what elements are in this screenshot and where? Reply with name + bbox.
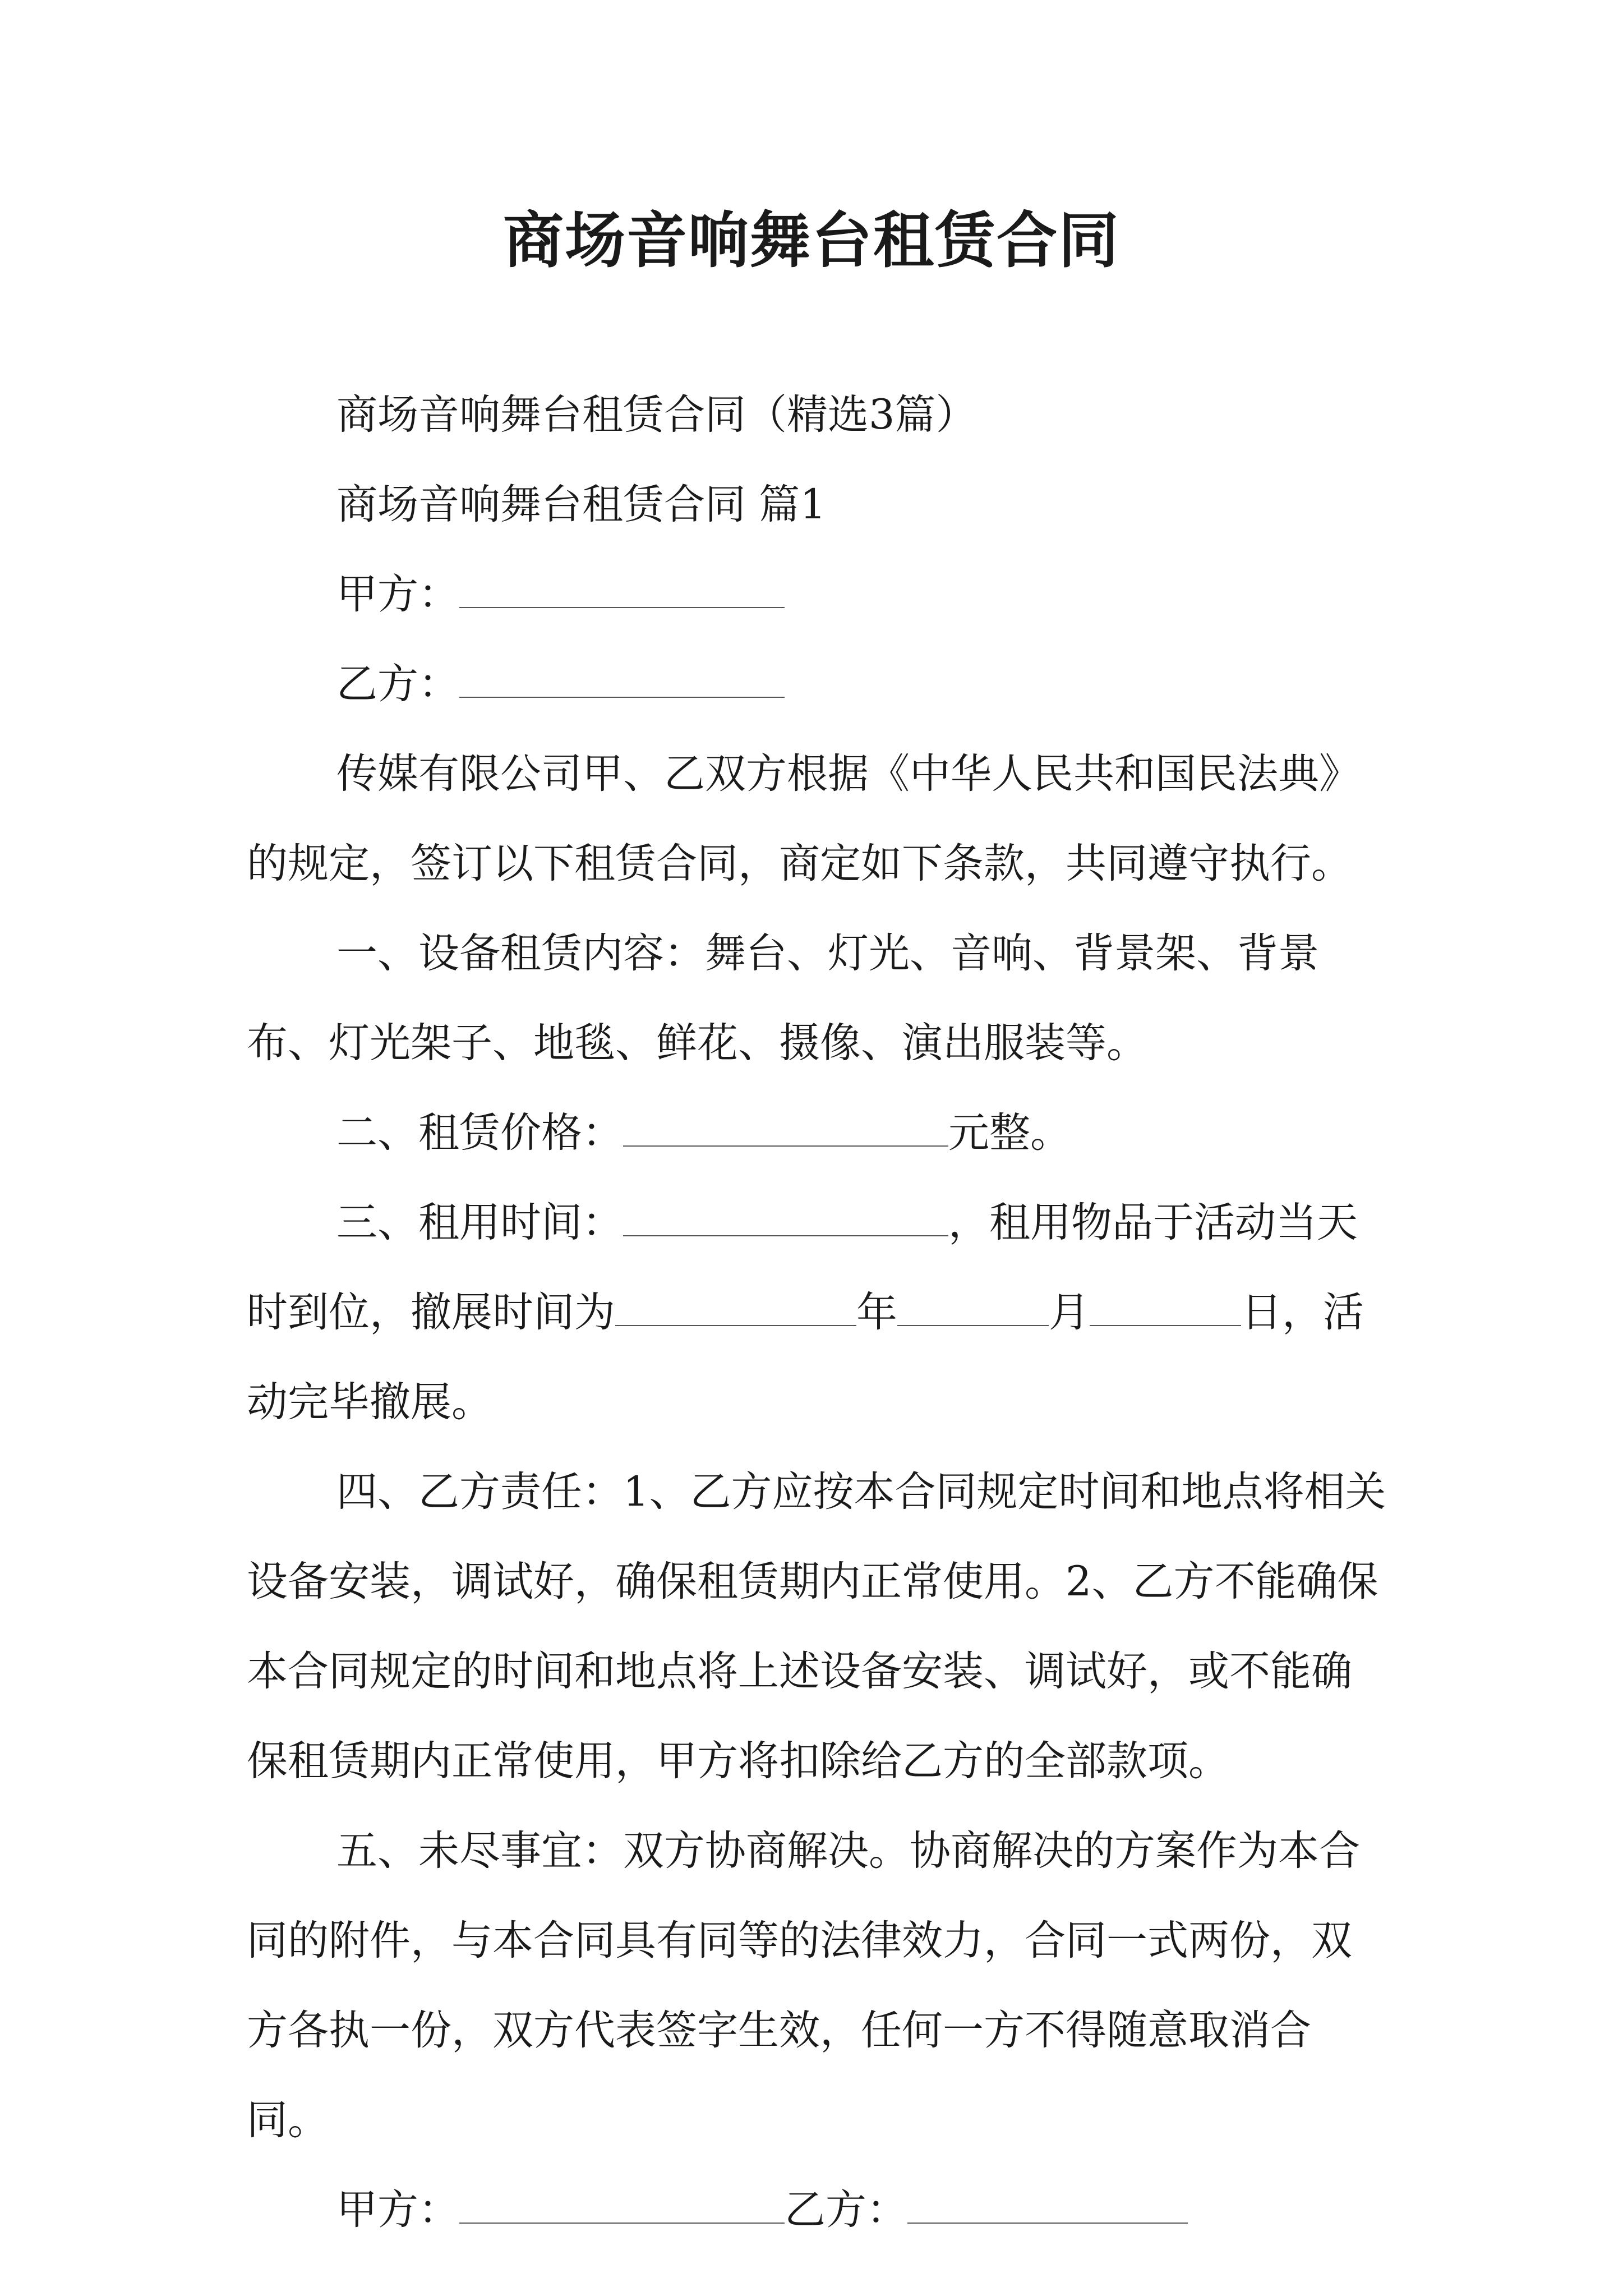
subtitle-line: 商场音响舞台租赁合同（精选3篇） bbox=[336, 391, 977, 439]
section-heading: 商场音响舞台租赁合同 篇1 bbox=[336, 481, 826, 528]
clause-5: 五、未尽事宜：双方协商解决。协商解决的方案作为本合同的附件，与本合同具有同等的法律效力，合同一式两份，双方各执一份，双方代表签字生效，任何一方不得随意取消合同。 bbox=[247, 1827, 1360, 2144]
party-b-label: 乙方： bbox=[336, 660, 459, 708]
sign-a-label: 甲方： bbox=[336, 2186, 459, 2234]
clause-3-day: 日，活动完毕撤展。 bbox=[247, 1289, 1364, 1426]
clause-3-year: 年 bbox=[856, 1289, 897, 1336]
clause-2-prefix: 二、租赁价格： bbox=[336, 1109, 623, 1157]
signature-line bbox=[247, 2165, 1391, 2255]
clause-2-suffix: 元整。 bbox=[948, 1109, 1071, 1157]
clause-3 bbox=[247, 1178, 1391, 1447]
intro-paragraph: 传媒有限公司甲、乙双方根据《中华人民共和国民法典》的规定，签订以下租赁合同，商定如下条款，共同遵守执行。 bbox=[247, 750, 1360, 887]
party-a-blank bbox=[459, 562, 785, 608]
party-b-blank bbox=[459, 652, 785, 698]
party-a-label: 甲方： bbox=[336, 570, 459, 618]
clause-3-prefix: 三、租用时间： bbox=[336, 1199, 623, 1246]
party-a-line bbox=[247, 550, 1391, 639]
month-blank bbox=[897, 1280, 1049, 1326]
price-blank bbox=[623, 1101, 948, 1147]
clause-2 bbox=[247, 1088, 1391, 1178]
document-title: 商场音响舞台租赁合同 bbox=[502, 206, 1120, 276]
year-blank bbox=[615, 1280, 856, 1326]
day-blank bbox=[1090, 1280, 1241, 1326]
clause-1: 一、设备租赁内容：舞台、灯光、音响、背景架、背景布、灯光架子、地毯、鲜花、摄像、演出服装等。 bbox=[247, 930, 1319, 1067]
party-b-line bbox=[247, 639, 1391, 729]
sign-b-blank bbox=[907, 2178, 1188, 2224]
clause-4: 四、乙方责任：1、乙方应按本合同规定时间和地点将相关设备安装，调试好，确保租赁期内正常使用。2、乙方不能确保本合同规定的时间和地点将上述设备安装、调试好，或不能确保租赁期内正常使用，甲方将扣除给乙方的全部款项。 bbox=[247, 1468, 1386, 1785]
document-body bbox=[247, 370, 1391, 2255]
sign-b-label: 乙方： bbox=[785, 2186, 907, 2234]
clause-3-mid: ，租用物品于活动当天时到位，撤展时间为 bbox=[247, 1199, 1358, 1336]
sign-a-blank bbox=[459, 2178, 785, 2224]
clause-3-month: 月 bbox=[1049, 1289, 1090, 1336]
rental-time-blank bbox=[623, 1190, 948, 1236]
